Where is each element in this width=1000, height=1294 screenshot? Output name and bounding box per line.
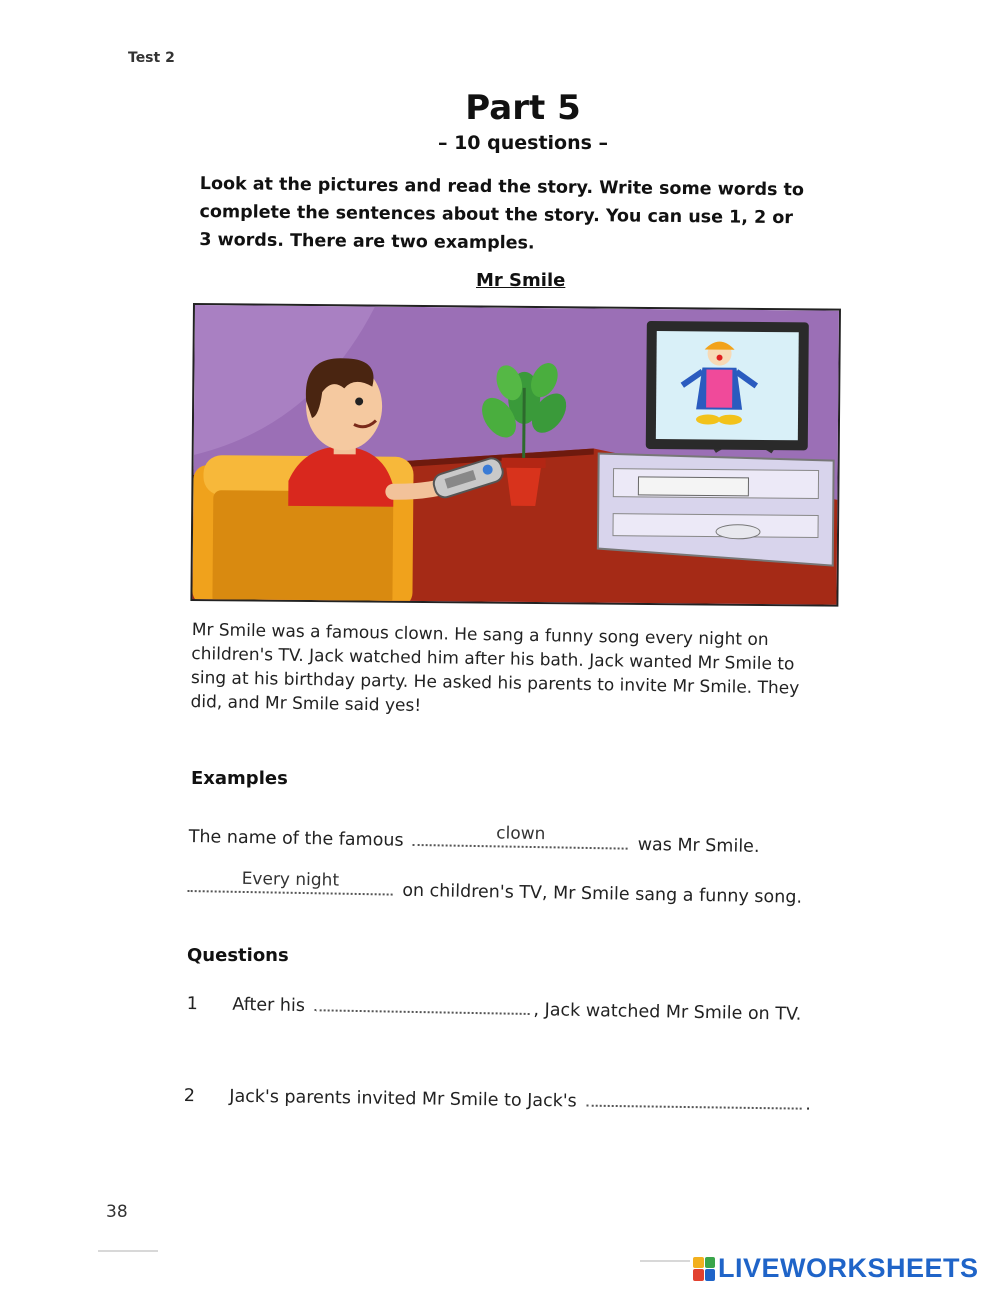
example-1-blank (413, 823, 628, 850)
liveworksheets-watermark (693, 1253, 979, 1284)
instructions: Look at the pictures and read the story. Write some words to complete the sentences about the story. You can use 1, 2 or 3 words. There are two examples. (199, 173, 805, 254)
story-illustration (190, 303, 841, 607)
question-2 (184, 1081, 811, 1115)
liveworksheets-logo-icon (693, 1257, 715, 1281)
question-1-after: , Jack watched Mr Smile on TV. (533, 1000, 802, 1025)
example-1-answer: clown (496, 823, 546, 845)
example-2-answer: Every night (241, 868, 340, 891)
question-1-before: After his (232, 994, 306, 1017)
scan-smudge (640, 1260, 690, 1262)
page-number: 38 (106, 1202, 128, 1222)
example-sentence-2 (188, 868, 803, 908)
page-title: Part 5 (465, 88, 581, 128)
tv-set (646, 321, 809, 450)
question-2-before: Jack's parents invited Mr Smile to Jack's (229, 1086, 577, 1112)
watermark-text: LIVEWORKSHEETS (718, 1253, 979, 1283)
story-text: Mr Smile was a famous clown. He sang a funny song every night on children's TV. Jack watched him after his bath. Jack wanted Mr Smile to sing at his birthday party. He asked his parents to invite Mr Smile. They did, and Mr Smile said yes! (190, 619, 800, 717)
living-room-scene (192, 305, 841, 607)
question-1-number: 1 (186, 993, 199, 1015)
tv-stand (598, 454, 834, 566)
question-1 (187, 989, 802, 1025)
example-2-blank (188, 868, 393, 896)
example-1-after: was Mr Smile. (637, 834, 760, 857)
example-2-after: on children's TV, Mr Smile sang a funny song. (402, 880, 803, 908)
example-sentence-1 (189, 822, 760, 857)
question-2-answer-blank[interactable] (586, 1087, 801, 1110)
question-2-number: 2 (183, 1085, 196, 1107)
questions-heading: Questions (187, 945, 289, 966)
question-1-answer-blank[interactable] (314, 991, 529, 1015)
story-title: Mr Smile (476, 270, 566, 291)
page-subtitle: – 10 questions – (437, 132, 609, 154)
test-label: Test 2 (128, 50, 175, 66)
examples-heading: Examples (191, 768, 288, 789)
question-2-after: . (805, 1094, 812, 1115)
example-1-before: The name of the famous (188, 826, 404, 851)
scan-smudge (98, 1250, 158, 1252)
